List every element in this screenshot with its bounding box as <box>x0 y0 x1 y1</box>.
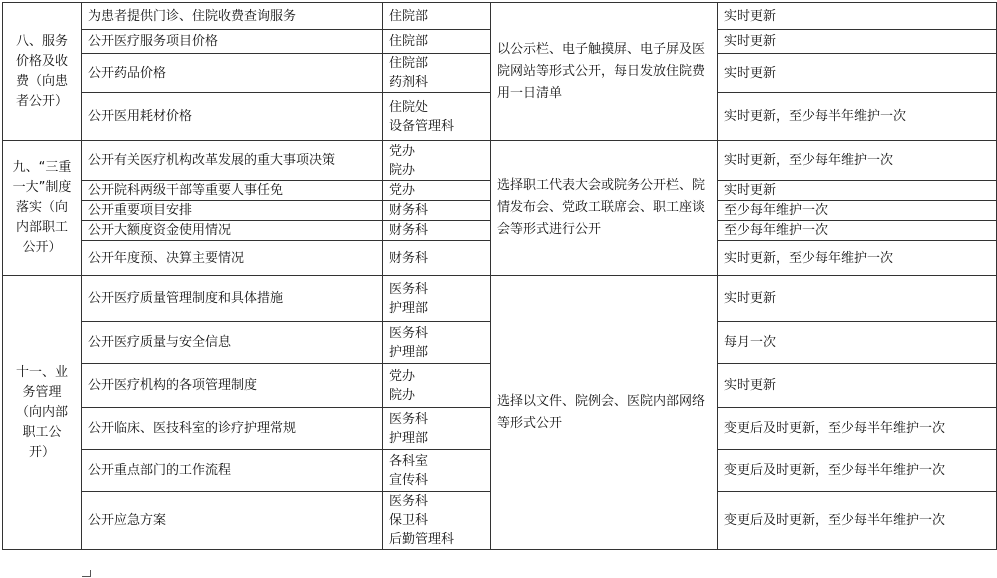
disclosure-method-cell: 以公示栏、电子触摸屏、电子屏及医院网站等形式公开，每日发放住院费用一日清单 <box>491 3 718 141</box>
update-frequency-cell: 实时更新 <box>718 276 997 322</box>
table-row <box>3 141 997 181</box>
disclosure-method-cell: 选择职工代表大会或院务公开栏、院情发布会、党政工联席会、职工座谈会等形式进行公开 <box>491 141 718 276</box>
responsible-dept-cell <box>383 492 491 550</box>
disclosure-item-cell: 公开院科两级干部等重要人事任免 <box>82 181 383 201</box>
dept-name: 院办 <box>389 162 416 178</box>
disclosure-item-cell: 公开医疗质量与安全信息 <box>82 322 383 364</box>
dept-name: 护理部 <box>389 300 429 316</box>
update-frequency-cell: 实时更新 <box>718 54 997 93</box>
disclosure-item-cell: 公开临床、医技科室的诊疗护理常规 <box>82 408 383 450</box>
table-row <box>3 3 997 30</box>
responsible-dept-cell <box>383 221 491 241</box>
dept-name: 党办 <box>389 183 416 198</box>
responsible-dept-cell <box>383 30 491 54</box>
section-category-cell <box>3 141 82 276</box>
update-frequency-cell: 至少每年维护一次 <box>718 201 997 221</box>
dept-name: 医务科 <box>389 494 429 509</box>
section-category-label: 十一、业务管理（向内部职工公开） <box>15 364 68 460</box>
update-frequency-cell: 实时更新，至少每半年维护一次 <box>718 93 997 141</box>
dept-name: 院办 <box>389 387 416 403</box>
dept-name: 各科室 <box>389 453 429 469</box>
update-frequency-cell: 至少每年维护一次 <box>718 221 997 241</box>
responsible-dept-cell <box>383 93 491 141</box>
responsible-dept-cell <box>383 364 491 408</box>
disclosure-item-cell: 公开药品价格 <box>82 54 383 93</box>
disclosure-item-cell: 公开应急方案 <box>82 492 383 550</box>
responsible-dept-cell <box>383 276 491 322</box>
dept-name: 住院处 <box>389 99 429 115</box>
disclosure-item-cell: 公开医疗服务项目价格 <box>82 30 383 54</box>
dept-name: 住院部 <box>389 34 429 49</box>
dept-name: 财务科 <box>389 203 429 218</box>
table-row <box>3 276 997 322</box>
disclosure-table <box>2 2 997 550</box>
dept-name: 财务科 <box>389 223 429 238</box>
disclosure-item-cell: 公开年度预、决算主要情况 <box>82 241 383 276</box>
update-frequency-cell: 实时更新，至少每年维护一次 <box>718 241 997 276</box>
disclosure-item-cell: 公开医疗机构的各项管理制度 <box>82 364 383 408</box>
disclosure-item-cell: 公开重要项目安排 <box>82 201 383 221</box>
dept-name: 护理部 <box>389 344 429 360</box>
responsible-dept-cell <box>383 322 491 364</box>
dept-name: 护理部 <box>389 430 429 446</box>
update-frequency-cell: 实时更新 <box>718 30 997 54</box>
responsible-dept-cell <box>383 3 491 30</box>
update-frequency-cell: 变更后及时更新，至少每半年维护一次 <box>718 450 997 492</box>
disclosure-item-cell: 公开医用耗材价格 <box>82 93 383 141</box>
disclosure-item-cell: 公开重点部门的工作流程 <box>82 450 383 492</box>
dept-name: 财务科 <box>389 250 429 266</box>
update-frequency-cell: 变更后及时更新，至少每半年维护一次 <box>718 492 997 550</box>
dept-name: 住院部 <box>389 8 429 24</box>
dept-name: 医务科 <box>389 281 429 297</box>
section-category-cell <box>3 3 82 141</box>
responsible-dept-cell <box>383 408 491 450</box>
disclosure-item-cell: 公开大额度资金使用情况 <box>82 221 383 241</box>
dept-name: 住院部 <box>389 56 429 71</box>
responsible-dept-cell <box>383 181 491 201</box>
disclosure-item-cell: 公开医疗质量管理制度和具体措施 <box>82 276 383 322</box>
dept-name: 药剂科 <box>389 75 429 90</box>
responsible-dept-cell <box>383 141 491 181</box>
bottom-edge-tick <box>90 570 91 577</box>
update-frequency-cell: 实时更新 <box>718 181 997 201</box>
dept-name: 医务科 <box>389 325 429 341</box>
responsible-dept-cell <box>383 54 491 93</box>
section-category-cell <box>3 276 82 550</box>
update-frequency-cell: 每月一次 <box>718 322 997 364</box>
update-frequency-cell: 变更后及时更新，至少每半年维护一次 <box>718 408 997 450</box>
dept-name: 保卫科 <box>389 513 429 528</box>
update-frequency-cell: 实时更新 <box>718 364 997 408</box>
dept-name: 设备管理科 <box>389 118 455 134</box>
disclosure-item-cell: 公开有关医疗机构改革发展的重大事项决策 <box>82 141 383 181</box>
update-frequency-cell: 实时更新 <box>718 3 997 30</box>
responsible-dept-cell <box>383 241 491 276</box>
dept-name: 党办 <box>389 368 416 384</box>
bottom-edge-mark <box>82 576 90 577</box>
dept-name: 党办 <box>389 143 416 159</box>
responsible-dept-cell <box>383 201 491 221</box>
update-frequency-cell: 实时更新，至少每年维护一次 <box>718 141 997 181</box>
dept-name: 后勤管理科 <box>389 532 455 547</box>
responsible-dept-cell <box>383 450 491 492</box>
section-category-label: 八、服务价格及收费（向患者公开） <box>15 33 68 109</box>
section-category-label: 九、“三重一大”制度落实（向内部职工公开） <box>12 160 72 255</box>
dept-name: 医务科 <box>389 411 429 427</box>
dept-name: 宣传科 <box>389 472 429 488</box>
disclosure-item-cell: 为患者提供门诊、住院收费查询服务 <box>82 3 383 30</box>
disclosure-method-cell: 选择以文件、院例会、医院内部网络等形式公开 <box>491 276 718 550</box>
